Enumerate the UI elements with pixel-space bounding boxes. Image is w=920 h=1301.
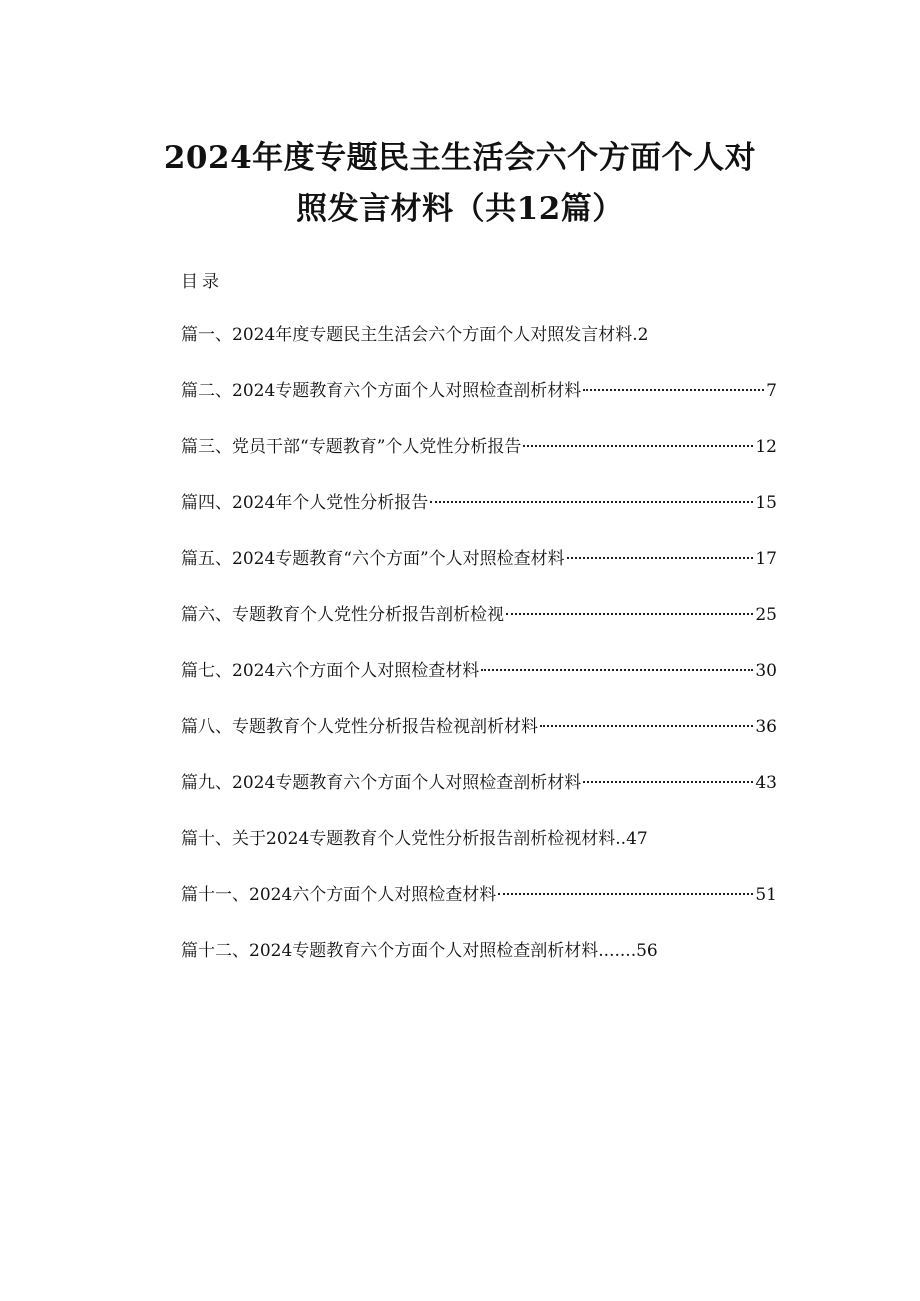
document-title [140,133,780,235]
toc-dot-leader: . [632,325,638,345]
toc-entry-3[interactable] [181,435,777,491]
toc-page-number: 7 [766,381,777,401]
toc-entry-11[interactable] [181,883,777,939]
toc-entry-6[interactable] [181,603,777,659]
toc-entry-2[interactable] [181,379,777,435]
toc-entry-title: 篇七、2024六个方面个人对照检查材料 [181,661,480,681]
toc-entry-4[interactable] [181,491,777,547]
toc-entry-5[interactable] [181,547,777,603]
toc-entry-title: 篇五、2024专题教育“六个方面”个人对照检查材料 [181,549,565,569]
toc-page-number: 56 [636,941,658,961]
toc-entry-7[interactable] [181,659,777,715]
toc-entry-title: 篇三、党员干部“专题教育”个人党性分析报告 [181,437,522,457]
toc-page-number: 30 [755,661,777,681]
toc-dot-leader [506,613,753,615]
toc-page-number: 25 [755,605,777,625]
toc-dot-leader [481,669,753,671]
toc-entry-10[interactable] [181,827,648,883]
toc-entry-title: 篇四、2024年个人党性分析报告 [181,493,429,513]
toc-page-number: 51 [755,885,777,905]
toc-page-number: 15 [755,493,777,513]
toc-dot-leader [583,389,764,391]
toc-entry-8[interactable] [181,715,777,771]
toc-entry-title: 篇一、2024年度专题民主生活会六个方面个人对照发言材料 [181,325,633,345]
toc-entry-12[interactable] [181,939,658,995]
toc-entry-title: 篇十一、2024六个方面个人对照检查材料 [181,885,497,905]
toc-page-number: 12 [755,437,777,457]
table-of-contents [181,323,777,995]
toc-dot-leader [498,893,753,895]
toc-entry-9[interactable] [181,771,777,827]
toc-entry-title: 篇六、专题教育个人党性分析报告剖析检视 [181,605,504,625]
toc-entry-1[interactable] [181,323,649,379]
toc-page-number: 17 [755,549,777,569]
toc-dot-leader: ....... [598,941,637,961]
toc-dot-leader [523,445,753,447]
toc-dot-leader: .. [615,829,627,849]
toc-page-number: 43 [755,773,777,793]
toc-dot-leader [567,557,754,559]
toc-entry-title: 篇二、2024专题教育六个方面个人对照检查剖析材料 [181,381,582,401]
toc-dot-leader [540,725,753,727]
toc-entry-title: 篇十、关于2024专题教育个人党性分析报告剖析检视材料 [181,829,616,849]
toc-page-number: 47 [626,829,648,849]
document-title-line-1: 2024年度专题民主生活会六个方面个人对 [163,140,757,176]
document-title-line-2: 照发言材料（共12篇） [296,191,624,227]
toc-heading: 目录 [181,272,223,292]
toc-page-number: 36 [755,717,777,737]
toc-entry-title: 篇十二、2024专题教育六个方面个人对照检查剖析材料 [181,941,599,961]
toc-dot-leader [430,501,753,503]
toc-dot-leader [583,781,753,783]
toc-page-number: 2 [637,325,649,345]
toc-entry-title: 篇九、2024专题教育六个方面个人对照检查剖析材料 [181,773,582,793]
toc-entry-title: 篇八、专题教育个人党性分析报告检视剖析材料 [181,717,538,737]
